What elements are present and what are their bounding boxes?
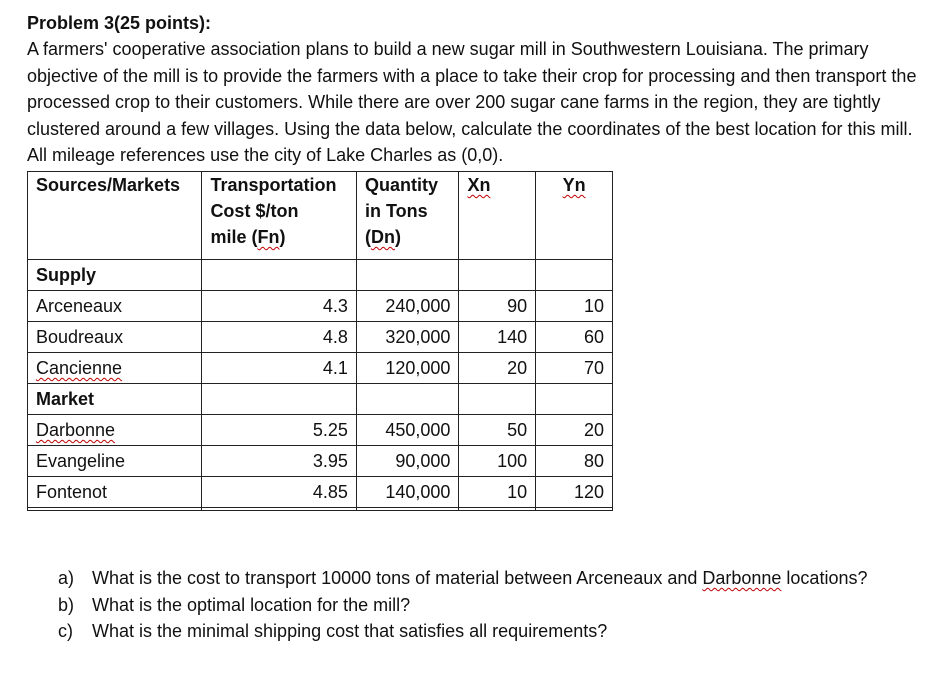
header-transport-line1: Transportation	[210, 174, 337, 195]
header-transport-line3c: )	[279, 226, 286, 247]
market-section-row	[28, 383, 613, 414]
header-sources-markets: Sources/Markets	[28, 171, 202, 259]
question-text: What is the optimal location for the mill?	[92, 594, 411, 615]
row-cost: 4.3	[202, 290, 357, 321]
header-fn: Fn	[257, 226, 280, 247]
question-b	[58, 592, 908, 619]
question-text-part: locations?	[781, 568, 868, 588]
question-text-part: What is the cost to transport 10000 tons of material between Arceneaux and	[92, 568, 703, 588]
question-text: What is the minimal shipping cost that satisfies all requirements?	[92, 621, 608, 642]
row-name: Fontenot	[28, 476, 202, 507]
row-x: 90	[459, 290, 536, 321]
row-y: 20	[536, 414, 613, 445]
problem-title: Problem 3(25 points):	[27, 13, 212, 33]
row-name: Boudreaux	[28, 321, 202, 352]
row-name: Arceneaux	[28, 290, 202, 321]
row-name	[28, 414, 202, 445]
header-yn	[536, 171, 613, 259]
row-y: 10	[536, 290, 613, 321]
question-text	[92, 565, 908, 592]
table-row	[28, 290, 613, 321]
row-qty: 320,000	[356, 321, 458, 352]
row-qty: 140,000	[356, 476, 458, 507]
row-qty: 450,000	[356, 414, 458, 445]
row-cost: 3.95	[202, 445, 357, 476]
table-row	[28, 476, 613, 507]
row-name	[28, 352, 202, 383]
table-row	[28, 352, 613, 383]
header-quantity-line2: in Tons	[364, 200, 428, 221]
question-label: a)	[58, 568, 75, 588]
row-cost: 4.85	[202, 476, 357, 507]
supply-label: Supply	[28, 259, 202, 290]
row-name-text: Cancienne	[36, 357, 123, 378]
header-dn: Dn	[370, 226, 395, 247]
header-xn-text: Xn	[467, 174, 491, 195]
question-a	[58, 565, 908, 592]
supply-section-row	[28, 259, 613, 290]
header-quantity-line3	[365, 224, 450, 250]
header-quantity-line3c: )	[394, 226, 401, 247]
header-quantity-line3a: (	[364, 226, 371, 247]
header-transport-cost	[202, 171, 357, 259]
header-quantity	[356, 171, 458, 259]
row-cost: 4.8	[202, 321, 357, 352]
row-cost: 4.1	[202, 352, 357, 383]
table-row	[28, 445, 613, 476]
row-y: 80	[536, 445, 613, 476]
header-quantity-line1: Quantity	[364, 174, 438, 195]
table-bottom-spacer	[28, 507, 613, 510]
row-x: 10	[459, 476, 536, 507]
row-x: 50	[459, 414, 536, 445]
row-name-text: Darbonne	[36, 419, 116, 440]
problem-document	[27, 10, 917, 511]
question-c	[58, 618, 908, 645]
data-table	[27, 171, 613, 511]
row-name: Evangeline	[28, 445, 202, 476]
row-y: 120	[536, 476, 613, 507]
table-row	[28, 321, 613, 352]
table-header-row	[28, 171, 613, 259]
row-y: 70	[536, 352, 613, 383]
row-x: 140	[459, 321, 536, 352]
row-x: 20	[459, 352, 536, 383]
header-transport-line3	[210, 224, 348, 250]
table-row	[28, 414, 613, 445]
question-label: b)	[58, 594, 75, 615]
row-x: 100	[459, 445, 536, 476]
question-text-word: Darbonne	[702, 568, 782, 588]
header-yn-text: Yn	[562, 174, 586, 195]
market-label: Market	[28, 383, 202, 414]
row-qty: 90,000	[356, 445, 458, 476]
question-label: c)	[58, 621, 73, 642]
header-xn	[459, 171, 536, 259]
questions-list	[58, 565, 908, 645]
problem-intro: A farmers' cooperative association plans to build a new sugar mill in Southwestern Louisiana. The primary objective of the mill is to provide the farmers with a place to take their crop for processing and then transport the processed crop to their customers. While there are over 200 sugar cane farms in the region, they are tightly clustered around a few villages. Using the data below, calculate the coordinates of the best location for this mill. All mileage references use the city of Lake Charles as (0,0).	[27, 39, 917, 166]
row-y: 60	[536, 321, 613, 352]
header-transport-line2: Cost $/ton	[210, 200, 299, 221]
row-qty: 240,000	[356, 290, 458, 321]
row-cost: 5.25	[202, 414, 357, 445]
header-transport-line3a: mile (	[210, 226, 258, 247]
row-qty: 120,000	[356, 352, 458, 383]
